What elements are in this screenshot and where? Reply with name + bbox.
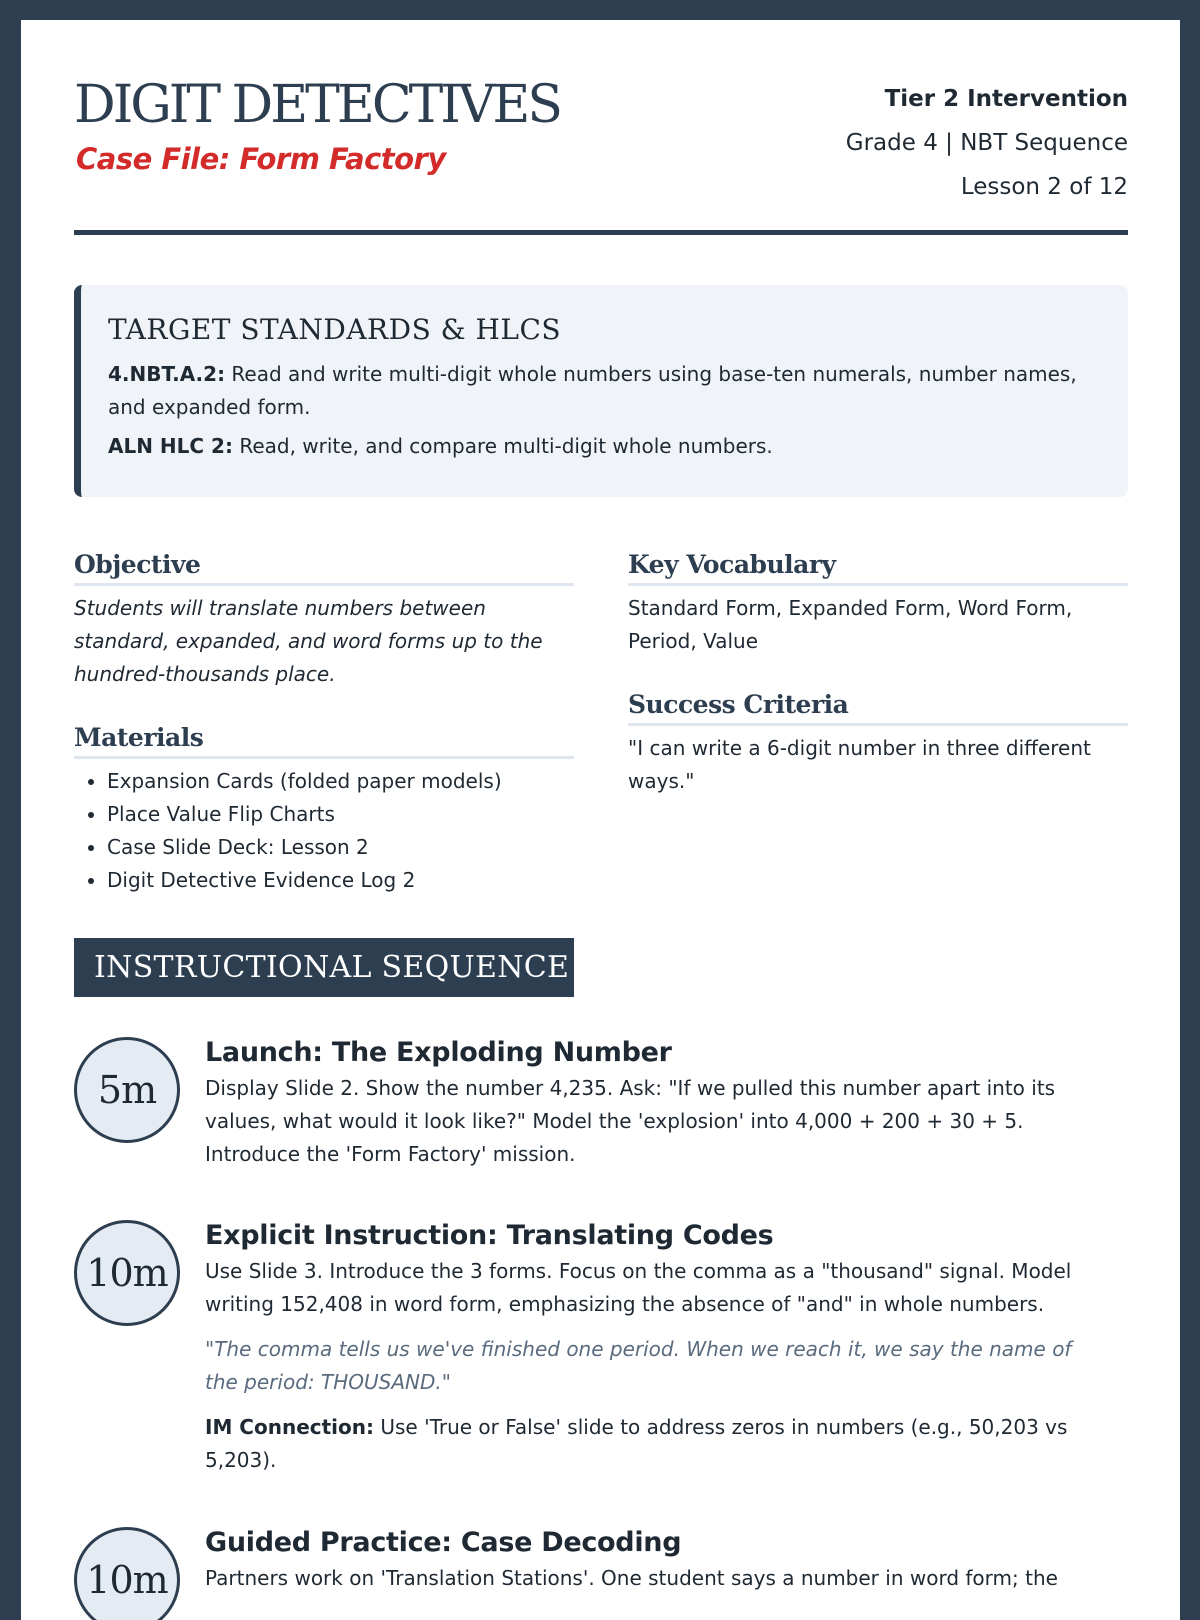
teacher-quote: "The comma tells us we've finished one period. When we reach it, we say the name of the period: THOUSAND." bbox=[205, 1337, 1072, 1394]
vocabulary-heading: Key Vocabulary bbox=[628, 550, 1128, 586]
success-text: "I can write a 6-digit number in three different ways." bbox=[628, 736, 1091, 793]
page-subtitle: Case File: Form Factory bbox=[76, 142, 446, 176]
time-badge: 10m bbox=[74, 1527, 180, 1620]
step-title: Launch: The Exploding Number bbox=[205, 1037, 672, 1068]
list-item: • Place Value Flip Charts bbox=[107, 798, 574, 831]
header-divider bbox=[74, 230, 1128, 235]
time-badge: 5m bbox=[74, 1037, 180, 1143]
list-item: • Case Slide Deck: Lesson 2 bbox=[107, 831, 574, 864]
step-body bbox=[205, 1037, 1105, 1171]
standard-code: ALN HLC 2: bbox=[108, 434, 233, 458]
lesson-number: Lesson 2 of 12 bbox=[960, 174, 1128, 200]
grade-label: Grade 4 | NBT Sequence bbox=[845, 130, 1128, 156]
standards-box bbox=[74, 285, 1128, 497]
sequence-banner: INSTRUCTIONAL SEQUENCE bbox=[74, 938, 574, 997]
step-title: Guided Practice: Case Decoding bbox=[205, 1527, 682, 1558]
standard-text: Read and write multi-digit whole numbers using base-ten numerals, number names, and expanded form. bbox=[108, 362, 1077, 419]
materials-heading: Materials bbox=[74, 723, 574, 759]
success-heading: Success Criteria bbox=[628, 690, 1128, 726]
list-item: • Expansion Cards (folded paper models) bbox=[107, 765, 574, 798]
step-title: Explicit Instruction: Translating Codes bbox=[205, 1220, 774, 1251]
step-description: Use Slide 3. Introduce the 3 forms. Focus on the comma as a "thousand" signal. Model writing 152,408 in word form, emphasizing the absence of "and" in whole numbers. bbox=[205, 1259, 1072, 1316]
lesson-page bbox=[21, 20, 1180, 1620]
step-description: Partners work on 'Translation Stations'. One student says a number in word form; the bbox=[205, 1566, 1058, 1590]
im-text: Use 'True or False' slide to address zeros in numbers (e.g., 50,203 vs 5,203). bbox=[205, 1415, 1068, 1472]
step-body bbox=[205, 1527, 1105, 1595]
time-badge: 10m bbox=[74, 1220, 180, 1326]
objective-heading: Objective bbox=[74, 550, 574, 586]
standard-item bbox=[108, 358, 1098, 424]
tier-label: Tier 2 Intervention bbox=[884, 86, 1128, 112]
standard-text: Read, write, and compare multi-digit whole numbers. bbox=[239, 434, 773, 458]
list-item: • Digit Detective Evidence Log 2 bbox=[107, 864, 574, 897]
im-connection bbox=[205, 1411, 1105, 1477]
vocabulary-text: Standard Form, Expanded Form, Word Form, Period, Value bbox=[628, 596, 1073, 653]
right-column bbox=[628, 550, 1128, 798]
im-label: IM Connection: bbox=[205, 1415, 375, 1439]
left-column bbox=[74, 550, 574, 897]
standards-heading: TARGET STANDARDS & HLCS bbox=[108, 313, 562, 346]
materials-list bbox=[74, 765, 574, 897]
standard-item bbox=[108, 430, 1098, 463]
step-body bbox=[205, 1220, 1105, 1477]
step-description: Display Slide 2. Show the number 4,235. Ask: "If we pulled this number apart into its values, what would it look like?" Model the 'explosion' into 4,000 + 200 + 30 + 5. Introduce the 'Form Factory' mission. bbox=[205, 1076, 1056, 1166]
standard-code: 4.NBT.A.2: bbox=[108, 362, 226, 386]
page-title: DIGIT DETECTIVES bbox=[74, 75, 560, 135]
lesson-meta bbox=[846, 77, 1128, 209]
objective-text: Students will translate numbers between standard, expanded, and word forms up to the hundred-thousands place. bbox=[74, 596, 543, 686]
